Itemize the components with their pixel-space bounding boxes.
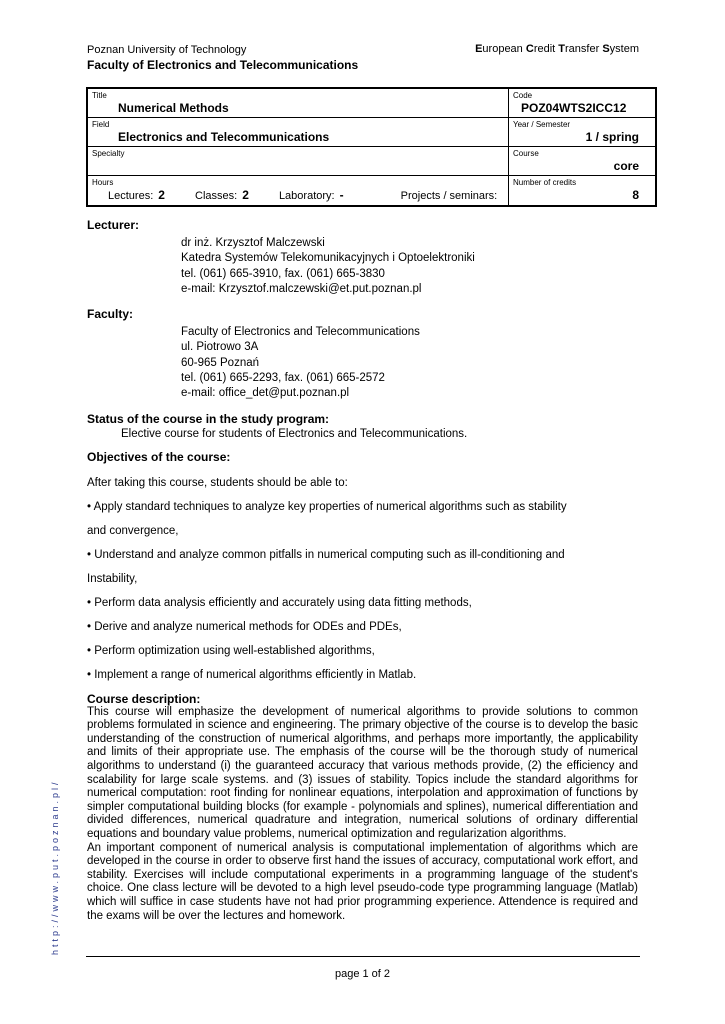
page-number: page 1 of 2: [334, 968, 391, 980]
objectives-list: [87, 476, 638, 682]
list-item: • Derive and analyze numerical methods for ODEs and PDEs,: [87, 620, 402, 633]
classes-hours: 2: [242, 188, 249, 202]
hours-cell: Hours Lectures: 2 Classes: 2 Laboratory: - Projects / seminars:: [87, 176, 509, 207]
description-paragraph-2: An important component of numerical analysis is computational implementation of algorithms which are developed in the course in order to observe first hand the issues of accuracy, computational work effort, and stability. Exercises will include computational experiments in a programming language of the student's choice. One class lecture will be devoted to a high level pseudo-code type programming language (Matlab) which will suffice in case students have not had prior programming experience. Attendence is required and the exams will be over the lectures and homework.: [87, 841, 638, 922]
list-item: • Understand and analyze common pitfalls in numerical computing such as ill-conditioning and: [87, 548, 565, 561]
list-item: • Perform data analysis efficiently and accurately using data fitting methods,: [87, 596, 472, 609]
list-item: • Perform optimization using well-established algorithms,: [87, 644, 375, 657]
title-cell: Title Numerical Methods: [87, 88, 509, 118]
course-info-table: [86, 87, 657, 207]
course-type-value: core: [613, 159, 639, 173]
ects-label: European Credit Transfer System: [475, 43, 639, 55]
code-cell: Code POZ04WTS2ICC12: [509, 88, 657, 118]
list-item: Instability,: [87, 572, 138, 585]
lectures-hours: 2: [158, 188, 165, 202]
lab-hours: -: [339, 188, 344, 202]
footer-divider: [86, 956, 640, 957]
course-title: Numerical Methods: [118, 101, 229, 115]
lecturer-heading: Lecturer:: [87, 218, 140, 232]
credits-cell: Number of credits 8: [509, 176, 657, 207]
year-cell: Year / Semester 1 / spring: [509, 118, 657, 147]
status-text: Elective course for students of Electronics and Telecommunications.: [121, 427, 468, 440]
field-value: Electronics and Telecommunications: [118, 130, 330, 144]
status-heading: Status of the course in the study program:: [87, 411, 330, 426]
document-header: [87, 43, 358, 73]
credits-value: 8: [632, 188, 639, 202]
list-item: • Apply standard techniques to analyze key properties of numerical algorithms such as stability: [87, 500, 567, 513]
lecturer-details: dr inż. Krzysztof Malczewski Katedra Systemów Telekomunikacyjnych i Optoelektroniki tel. (061) 665-3910, fax. (061) 665-3830 e-mail: Krzysztof.malczewski@et.put.poznan.pl: [181, 237, 475, 295]
year-value: 1 / spring: [585, 130, 639, 144]
field-cell: Field Electronics and Telecommunications: [87, 118, 509, 147]
course-type-cell: Course core: [509, 147, 657, 176]
objectives-heading: Objectives of the course:: [87, 449, 231, 464]
list-item: • Implement a range of numerical algorithms efficiently in Matlab.: [87, 668, 417, 681]
faculty-details: Faculty of Electronics and Telecommunications ul. Piotrowo 3A 60-965 Poznań tel. (061) 665-2293, fax. (061) 665-2572 e-mail: office_det@put.poznan.pl: [181, 326, 420, 400]
specialty-cell: Specialty: [87, 147, 509, 176]
hours-row: Lectures: 2 Classes: 2 Laboratory: - Projects / seminars:: [108, 188, 498, 202]
sidebar-url: http://www.put.poznan.pl/: [50, 779, 60, 955]
description-heading: Course description:: [87, 691, 201, 706]
list-item: After taking this course, students should be able to:: [87, 476, 348, 489]
faculty-heading: Faculty:: [87, 307, 134, 322]
faculty-name: Faculty of Electronics and Telecommunications: [87, 58, 359, 72]
university-name: Poznan University of Technology: [87, 44, 247, 56]
list-item: and convergence,: [87, 524, 179, 537]
description-paragraph-1: This course will emphasize the development of numerical algorithms to provide solutions to common problems formulated in science and engineering. The primary objective of the course is to develop the basic understanding of the construction of numerical algorithms, and perhaps more importantly, the applicability and limits of their appropriate use. The emphasis of the course will be the thorough study of numerical algorithms to understand (i) the guaranteed accuracy that various methods provide, (2) the efficiency and scalability for large scale systems. and (3) issues of stability. Topics include the standard algorithms for numerical computation: root finding for nonlinear equations, interpolation and approximation of functions by simpler computational building blocks (for example - polynomials and splines), numerical differentiation and divided differences, numerical quadrature and integration, numerical solutions of ordinary differential equations and boundary value problems, numerical optimization and regularization algorithms.: [87, 705, 638, 841]
course-code: POZ04WTS2ICC12: [521, 101, 627, 115]
document-body: [87, 218, 638, 923]
